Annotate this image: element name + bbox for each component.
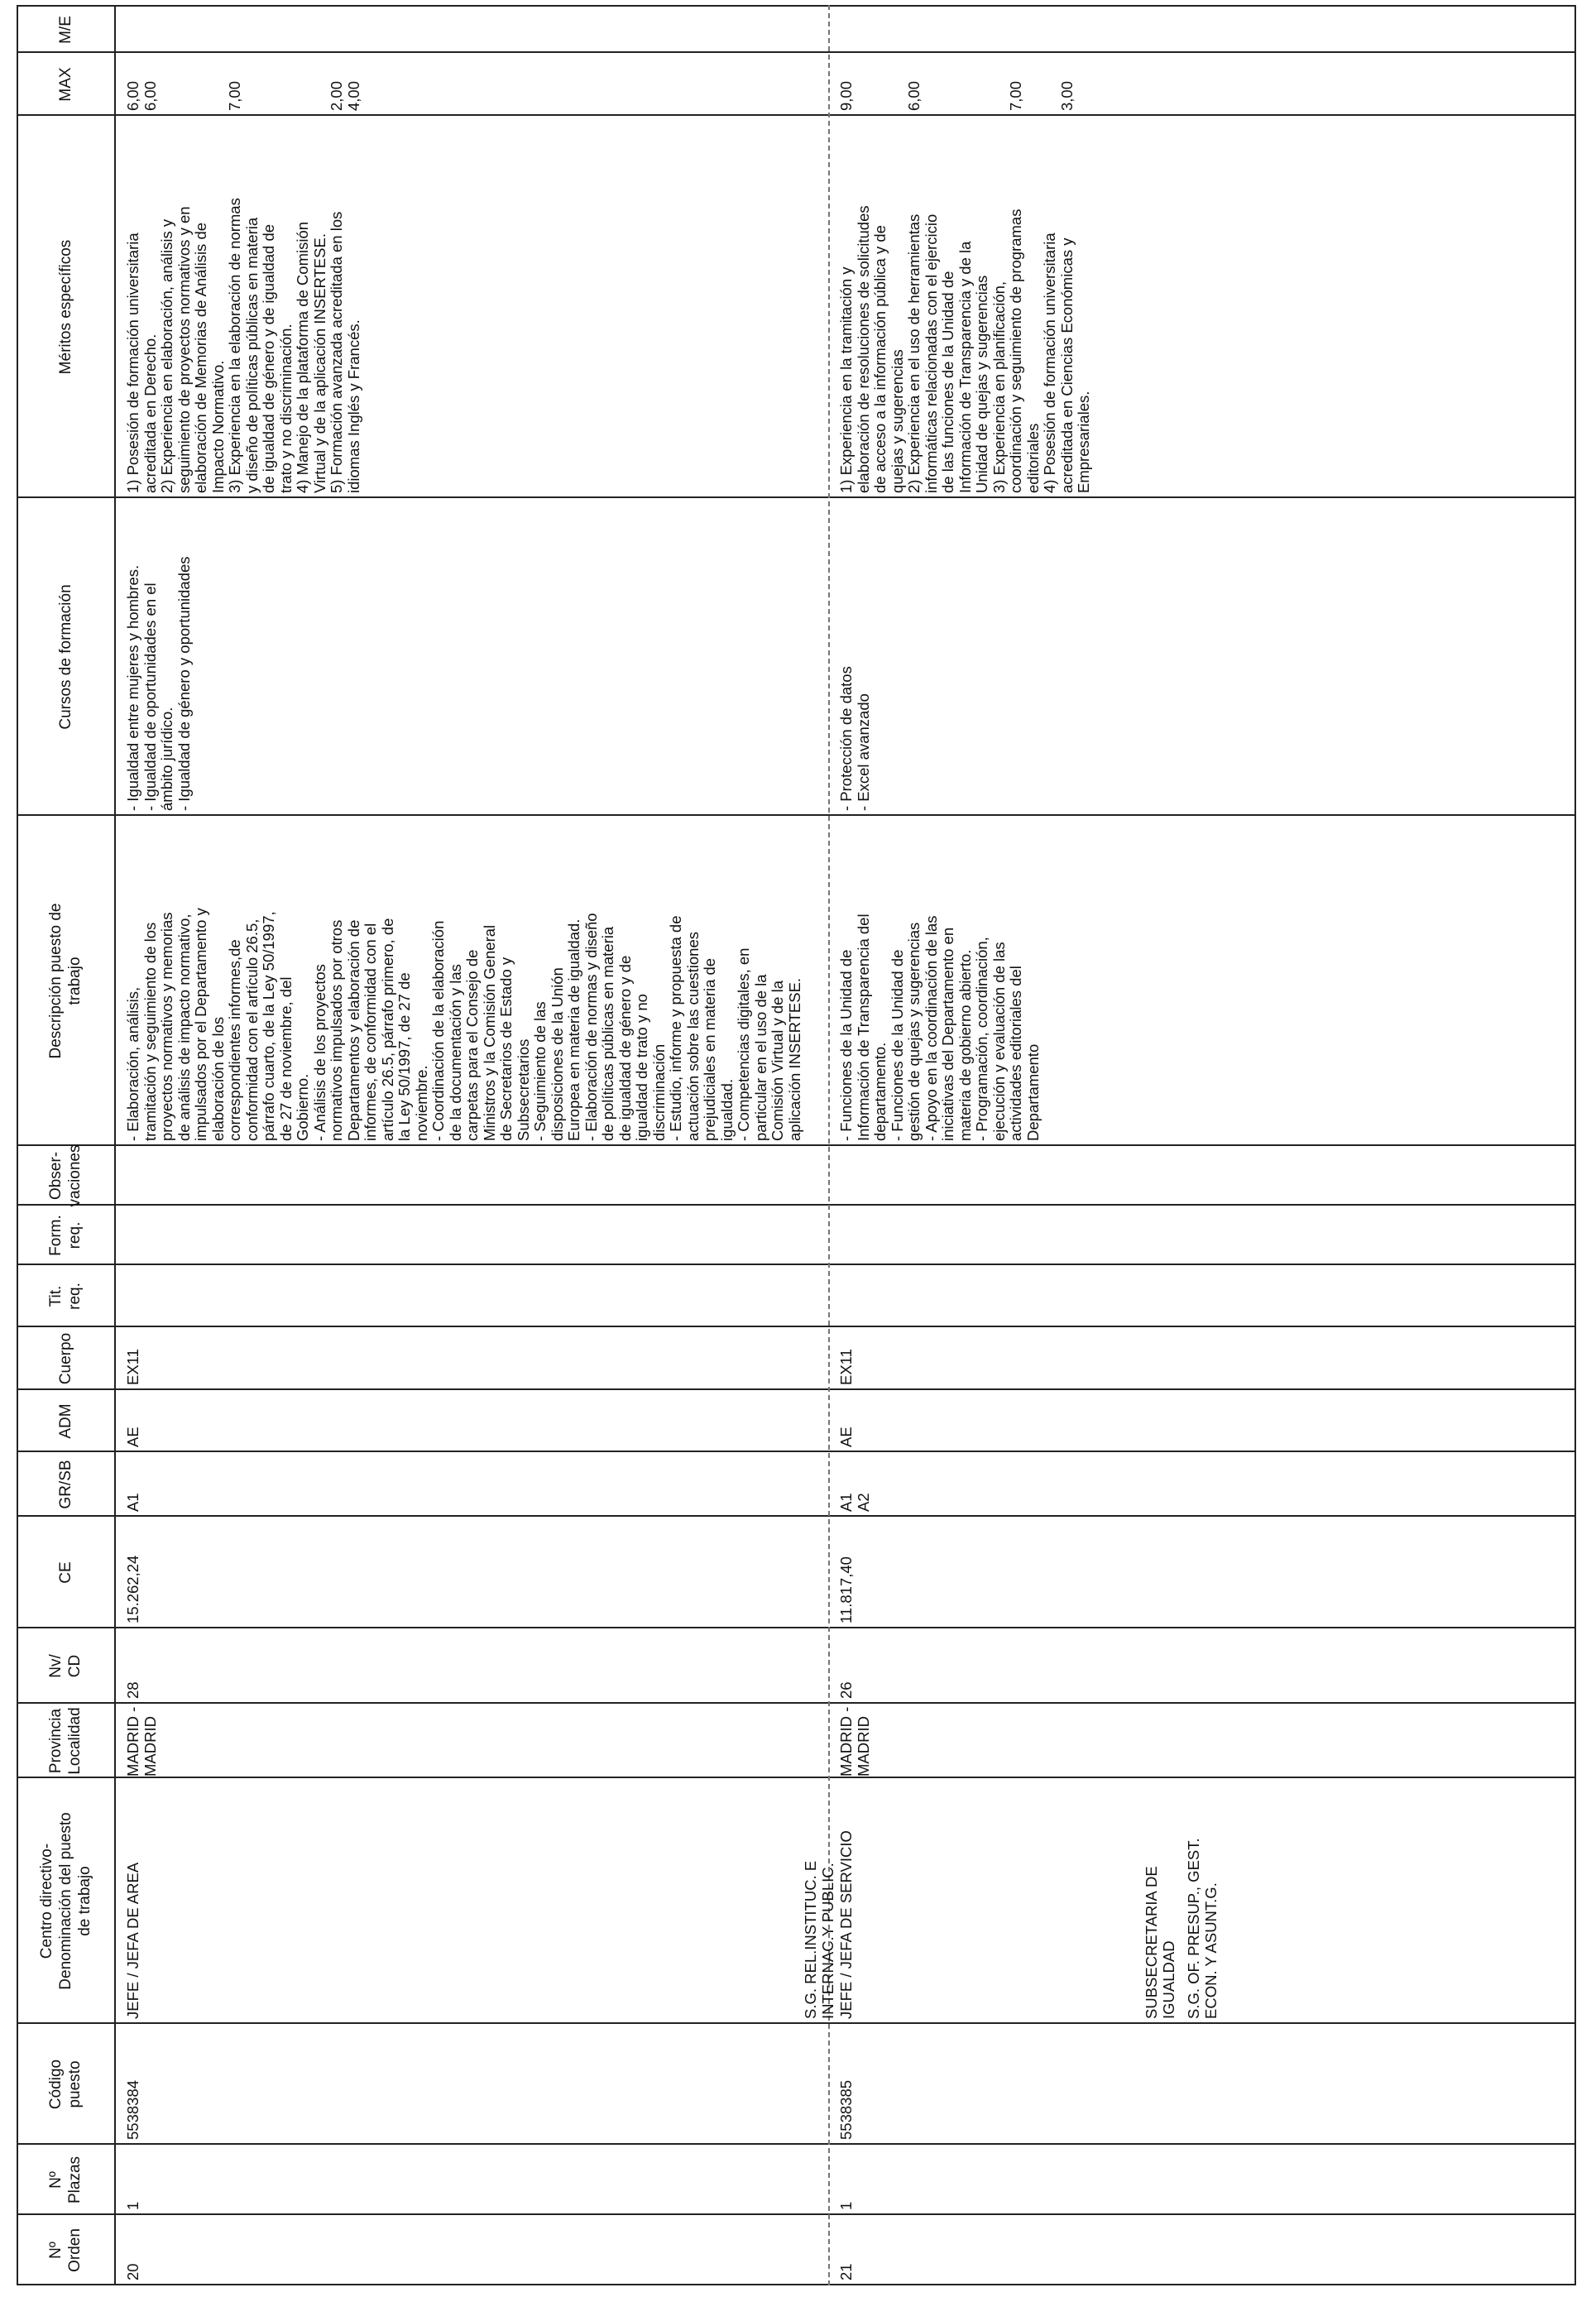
row-cursos: - Protección de datos - Excel avanzado (837, 666, 872, 811)
header-cuerpo: Cuerpo (56, 1332, 74, 1385)
row-cursos: - Igualdad entre mujeres y hombres. - Igualdad de oportunidades en el ámbito jurídico. - Igualdad de género y oportunidades (124, 556, 193, 811)
row-max-1: 9,00 (837, 80, 855, 111)
row-max-2: 6,00 (141, 80, 159, 111)
row-gr: A1 A2 (837, 1493, 872, 1512)
row-max-4: 2,00 (328, 80, 345, 111)
header-tit: Tit. req. (47, 1283, 84, 1310)
row-max-1: 6,00 (124, 80, 141, 111)
row-max-5: 4,00 (345, 80, 362, 111)
row-adm: AE (124, 1427, 141, 1447)
header-nv: Nv/ CD (47, 1654, 84, 1678)
header-centro: Centro directivo- Denominación del puesto de trabajo (37, 1812, 93, 1990)
row-cuerpo: EX11 (124, 1349, 141, 1385)
row-descripcion: - Elaboración, análisis, tramitación y seguimiento de los proyectos normativos y memorias de análisis de impacto normativo, impulsados por el Departamento y elaboración de los correspondientes informes,de conformidad con el artículo 26.5, párrafo cuarto, de la Ley 50/1997, de 27 de noviembre, del Gobierno. - Análisis de los proyectos normativos impulsados por otros Departamentos y elaboración de informes, de conformidad con el artículo 26.5, párrafo primero, de la Ley 50/1997, de 27 de noviembre. - Coordinación de la elaboración de la documentación y las carpetas para el Consejo de Ministros y la Comisión General de Secretarios de Estado y Subsecretarios - Seguimiento de las disposiciones de la Unión Europea en materia de igualdad. - Elaboración de normas y diseño de políticas públicas en materia de igualdad de género y de igualdad de trato y no discriminación - Estudio, informe y propuesta de actuación sobre las cuestiones prejudiciales en materia de igualdad. - Competencias digitales, en particular en el uso de la Comisión Virtual y de la aplicación INSERTESE. (124, 908, 803, 1141)
header-gr: GR/SB (56, 1460, 74, 1509)
row-plazas: 1 (837, 2201, 855, 2210)
row-meritos: 1) Posesión de formación universitaria acreditada en Derecho. 2) Experiencia en elaboración, análisis y seguimiento de proyectos normativos y en elaboración de Memorias de Análisis de Impacto Normativo. 3) Experiencia en la elaboración de normas y diseño de políticas públicas en materia de igualdad de género y de igualdad de trato y no discriminación. 4) Manejo de la plataforma de Comisión Virtual y de la aplicación INSERTESE. 5) Formación avanzada acreditada en los idiomas Inglés y Francés. (124, 198, 362, 493)
header-me: M/E (56, 16, 74, 44)
row-ce: 15.262,24 (124, 1555, 141, 1623)
header-meritos: Méritos específicos (56, 239, 74, 375)
header-obs: Obser- vaciones (47, 1144, 84, 1207)
row-nv: 26 (837, 1681, 855, 1699)
row-provincia: MADRID - MADRID (837, 1706, 872, 1777)
row-max-2: 6,00 (905, 80, 923, 111)
row-unidad: S.G. REL.INSTITUC. E INTERNAC.Y PUBLIC. (802, 1860, 836, 2019)
header-form: Form. req. (47, 1215, 84, 1256)
row-codigo: 5538384 (124, 2079, 141, 2140)
row-meritos: 1) Experiencia en la tramitación y elaboración de resoluciones de solicitudes de acceso a la información pública y de quejas y sugerencias 2) Experiencia en el uso de herramientas informáticas relacionadas con el ejercicio de las funciones de la Unidad de Información de Transparencia y de la Unidad de quejas y sugerencias 3) Experiencia en planificación, coordinación y seguimiento de programas editoriales 4) Posesión de formación universitaria acreditada en Ciencias Económicas y Empresariales. (837, 205, 1092, 493)
row-orden: 21 (837, 2263, 855, 2280)
row-max-3: 7,00 (226, 80, 243, 111)
row-max-4: 3,00 (1058, 80, 1076, 111)
row-descripcion: - Funciones de la Unidad de Información de Transparencia del departamento. - Funciones de la Unidad de gestión de quejas y sugerencias - Apoyo en la coordinación de las iniciativas del Departamento en materia de gobierno abierto. - Programación, coordinación, ejecución y evaluación de las actividades editoriales del Departamento (837, 914, 1042, 1141)
row-codigo: 5538385 (837, 2079, 855, 2140)
row-adm: AE (837, 1427, 855, 1447)
row-gr: A1 (124, 1493, 141, 1512)
row-plazas: 1 (124, 2201, 141, 2210)
row-orden: 20 (124, 2263, 141, 2280)
header-adm: ADM (56, 1403, 74, 1439)
row-centro: JEFE / JEFA DE SERVICIO (837, 1830, 855, 2019)
header-orden: Nº Orden (47, 2228, 84, 2272)
row-centro: JEFE / JEFA DE AREA (124, 1862, 141, 2019)
header-desc: Descripción puesto de trabajo (47, 903, 84, 1059)
row-cuerpo: EX11 (837, 1349, 855, 1385)
header-cursos: Cursos de formación (56, 584, 74, 730)
header-max: MAX (56, 67, 74, 102)
header-ce: CE (56, 1561, 74, 1584)
header-provincia: Provincia Localidad (47, 1707, 84, 1775)
vacancy-table (17, 5, 1576, 2285)
row-nv: 28 (124, 1681, 141, 1699)
row-ce: 11.817,40 (837, 1556, 855, 1623)
row-provincia: MADRID - MADRID (124, 1706, 159, 1777)
sg-label: S.G. OF. PRESUP., GEST. ECON. Y ASUNT.G. (1185, 1838, 1220, 2019)
subsecretaria-label: SUBSECRETARIA DE IGUALDAD (1143, 1866, 1177, 2019)
header-codigo: Código puesto (47, 2059, 84, 2110)
header-plazas: Nº Plazas (47, 2156, 84, 2204)
row-max-3: 7,00 (1007, 80, 1024, 111)
